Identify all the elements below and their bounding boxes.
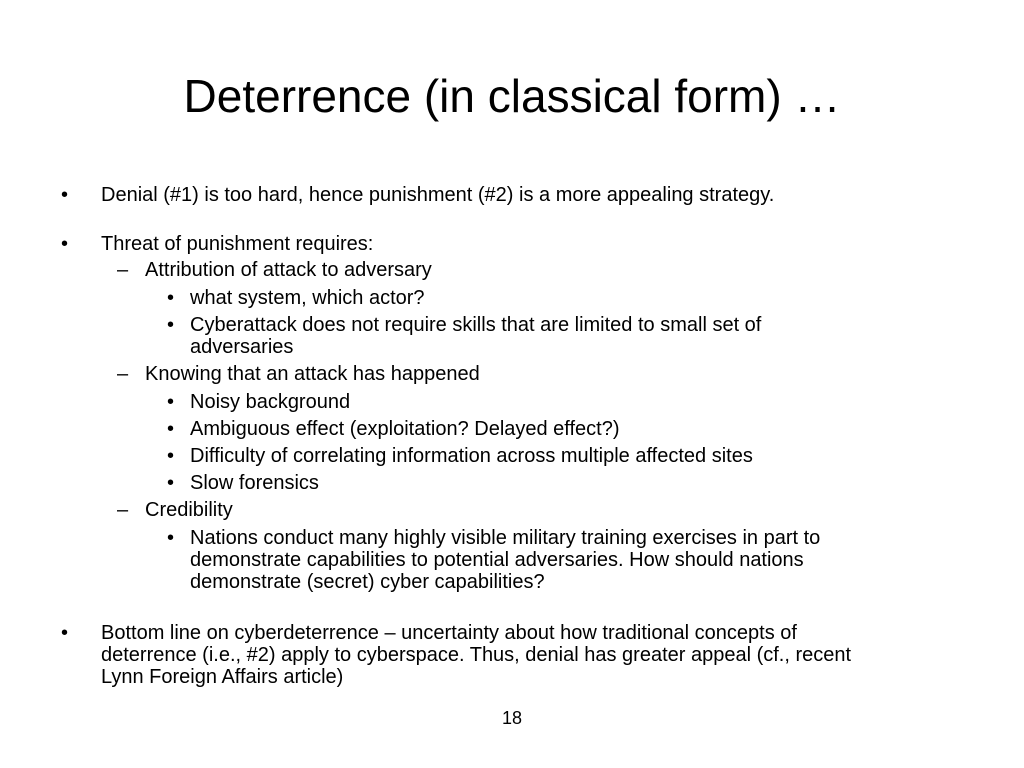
sub-bullet-marker: – <box>117 259 129 281</box>
subsub-bullet-text: what system, which actor? <box>190 287 425 309</box>
subsub-bullet-marker: • <box>167 418 175 440</box>
subsub-bullet-text: Noisy background <box>190 391 351 413</box>
bullet-text: Threat of punishment requires: <box>101 233 374 255</box>
subsub-bullet-marker: • <box>167 445 175 467</box>
subsub-bullet-marker: • <box>167 314 175 336</box>
bullet-marker: • <box>61 233 69 255</box>
sub-bullet-marker: – <box>117 499 129 521</box>
subsub-bullet-text: Nations conduct many highly visible military training exercises in part to <box>190 527 821 549</box>
subsub-bullet-text: Cyberattack does not require skills that are limited to small set of <box>190 314 762 336</box>
bullet-text-continued: deterrence (i.e., #2) apply to cyberspace. Thus, denial has greater appeal (cf., recent <box>101 644 852 666</box>
bullet-marker: • <box>61 184 69 206</box>
subsub-bullet-marker: • <box>167 287 175 309</box>
subsub-bullet-text-continued: adversaries <box>190 336 294 358</box>
slide-number: 18 <box>501 708 523 728</box>
sub-bullet-text: Knowing that an attack has happened <box>145 363 480 385</box>
subsub-bullet-text-continued: demonstrate (secret) cyber capabilities? <box>190 571 545 593</box>
bullet-text: Denial (#1) is too hard, hence punishment (#2) is a more appealing strategy. <box>101 184 775 206</box>
bullet-text-continued: Lynn Foreign Affairs article) <box>101 666 344 688</box>
sub-bullet-text: Attribution of attack to adversary <box>145 259 432 281</box>
bullet-marker: • <box>61 622 69 644</box>
subsub-bullet-marker: • <box>167 527 175 549</box>
subsub-bullet-marker: • <box>167 472 175 494</box>
subsub-bullet-text: Difficulty of correlating information across multiple affected sites <box>190 445 753 467</box>
bullet-text: Bottom line on cyberdeterrence – uncertainty about how traditional concepts of <box>101 622 797 644</box>
subsub-bullet-text-continued: demonstrate capabilities to potential adversaries. How should nations <box>190 549 804 571</box>
sub-bullet-text: Credibility <box>145 499 233 521</box>
subsub-bullet-text: Ambiguous effect (exploitation? Delayed effect?) <box>190 418 620 440</box>
subsub-bullet-text: Slow forensics <box>190 472 319 494</box>
sub-bullet-marker: – <box>117 363 129 385</box>
subsub-bullet-marker: • <box>167 391 175 413</box>
slide-title: Deterrence (in classical form) … <box>183 70 841 122</box>
